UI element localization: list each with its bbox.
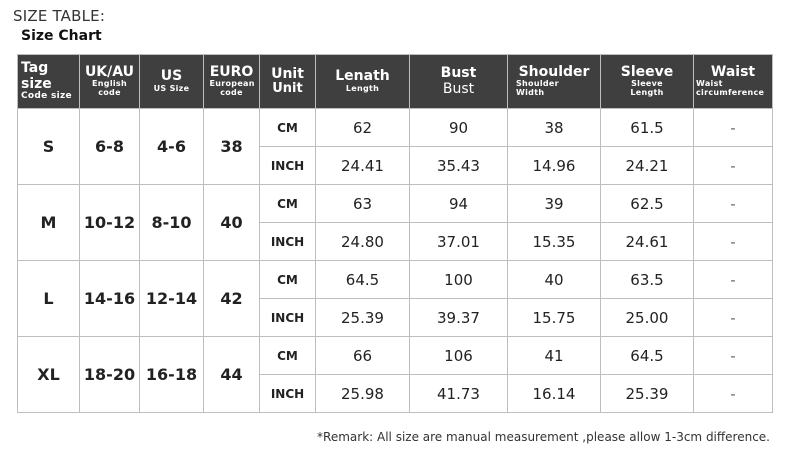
unit-cell: INCH [260, 299, 316, 337]
table-row [18, 109, 773, 147]
length-cell: 25.39 [316, 299, 410, 337]
euro-size-cell: 44 [204, 337, 260, 413]
shoulder-cell: 16.14 [508, 375, 601, 413]
shoulder-cell: 39 [508, 185, 601, 223]
bust-cell: 35.43 [410, 147, 508, 185]
waist-cell: - [694, 109, 773, 147]
us-size-cell: 4-6 [140, 109, 204, 185]
tag-size-cell: L [18, 261, 80, 337]
sleeve-cell: 62.5 [601, 185, 694, 223]
waist-cell: - [694, 223, 773, 261]
header-tag-size: Tag size Code size [18, 55, 80, 109]
bust-cell: 100 [410, 261, 508, 299]
unit-cell: CM [260, 337, 316, 375]
bust-cell: 90 [410, 109, 508, 147]
shoulder-cell: 41 [508, 337, 601, 375]
waist-cell: - [694, 147, 773, 185]
header-sleeve: Sleeve Sleeve Length [601, 55, 694, 109]
us-size-cell: 12-14 [140, 261, 204, 337]
waist-cell: - [694, 299, 773, 337]
tag-size-cell: M [18, 185, 80, 261]
header-us: US US Size [140, 55, 204, 109]
shoulder-cell: 14.96 [508, 147, 601, 185]
length-cell: 25.98 [316, 375, 410, 413]
header-row [18, 55, 773, 109]
uk-size-cell: 18-20 [80, 337, 140, 413]
page-title: SIZE TABLE: [13, 7, 106, 25]
length-cell: 63 [316, 185, 410, 223]
shoulder-cell: 38 [508, 109, 601, 147]
waist-cell: - [694, 185, 773, 223]
sleeve-cell: 61.5 [601, 109, 694, 147]
length-cell: 64.5 [316, 261, 410, 299]
sleeve-cell: 63.5 [601, 261, 694, 299]
sleeve-cell: 24.61 [601, 223, 694, 261]
sleeve-cell: 25.00 [601, 299, 694, 337]
unit-cell: CM [260, 109, 316, 147]
euro-size-cell: 38 [204, 109, 260, 185]
shoulder-cell: 40 [508, 261, 601, 299]
shoulder-cell: 15.35 [508, 223, 601, 261]
chart-subtitle: Size Chart [21, 28, 102, 44]
header-uk-au: UK/AU English code [80, 55, 140, 109]
remark-note: *Remark: All size are manual measurement ,please allow 1-3cm difference. [317, 430, 770, 444]
tag-size-cell: XL [18, 337, 80, 413]
bust-cell: 39.37 [410, 299, 508, 337]
euro-size-cell: 40 [204, 185, 260, 261]
uk-size-cell: 10-12 [80, 185, 140, 261]
table-row [18, 337, 773, 375]
header-shoulder: Shoulder Shoulder Width [508, 55, 601, 109]
bust-cell: 41.73 [410, 375, 508, 413]
sleeve-cell: 64.5 [601, 337, 694, 375]
length-cell: 62 [316, 109, 410, 147]
uk-size-cell: 6-8 [80, 109, 140, 185]
waist-cell: - [694, 337, 773, 375]
length-cell: 24.80 [316, 223, 410, 261]
length-cell: 66 [316, 337, 410, 375]
euro-size-cell: 42 [204, 261, 260, 337]
unit-cell: CM [260, 185, 316, 223]
header-waist: Waist Waist circumference [694, 55, 773, 109]
waist-cell: - [694, 375, 773, 413]
unit-cell: INCH [260, 223, 316, 261]
us-size-cell: 8-10 [140, 185, 204, 261]
header-unit: Unit Unit [260, 55, 316, 109]
bust-cell: 94 [410, 185, 508, 223]
header-length: Lenath Length [316, 55, 410, 109]
bust-cell: 106 [410, 337, 508, 375]
tag-size-cell: S [18, 109, 80, 185]
unit-cell: CM [260, 261, 316, 299]
table-row [18, 261, 773, 299]
waist-cell: - [694, 261, 773, 299]
us-size-cell: 16-18 [140, 337, 204, 413]
size-table [17, 54, 773, 413]
sleeve-cell: 24.21 [601, 147, 694, 185]
length-cell: 24.41 [316, 147, 410, 185]
shoulder-cell: 15.75 [508, 299, 601, 337]
header-euro: EURO European code [204, 55, 260, 109]
header-bust: Bust Bust [410, 55, 508, 109]
table-row [18, 185, 773, 223]
uk-size-cell: 14-16 [80, 261, 140, 337]
unit-cell: INCH [260, 147, 316, 185]
sleeve-cell: 25.39 [601, 375, 694, 413]
bust-cell: 37.01 [410, 223, 508, 261]
unit-cell: INCH [260, 375, 316, 413]
